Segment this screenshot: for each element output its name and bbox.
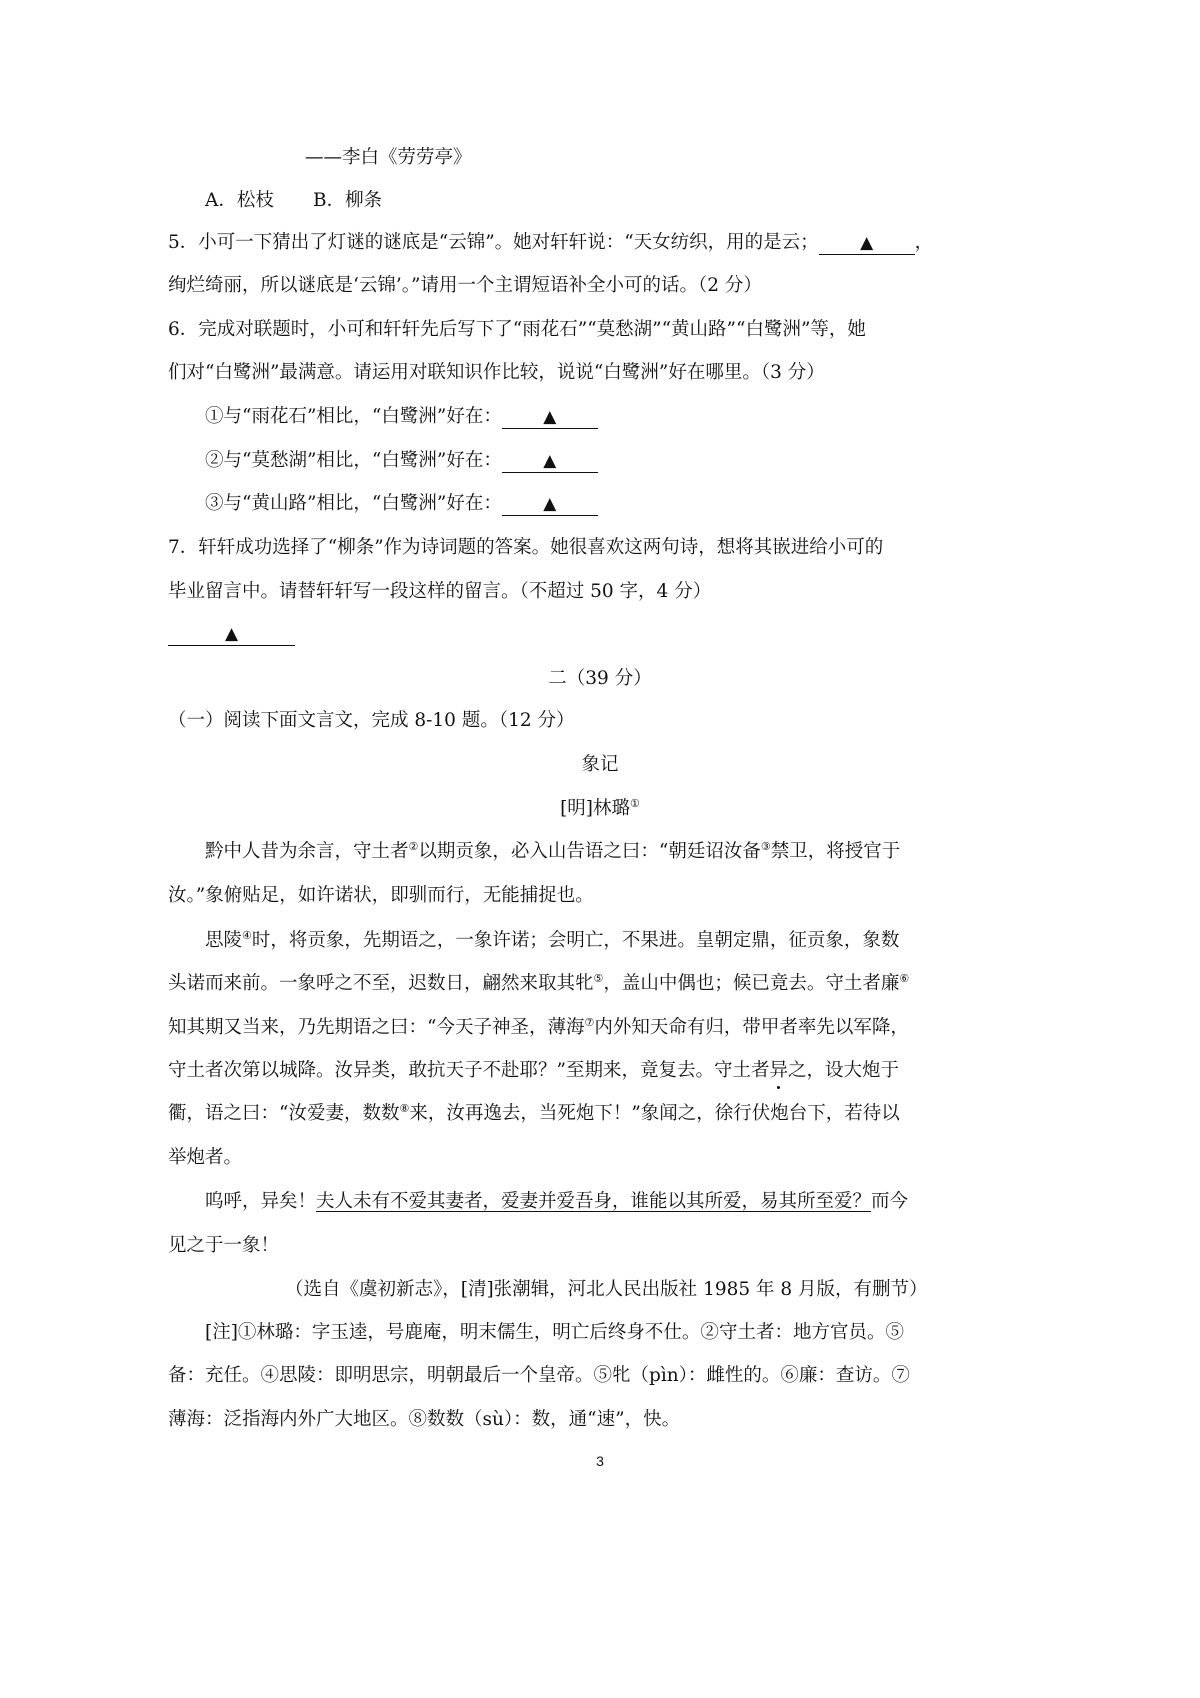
footnote-mark: ⑤ [593,972,604,985]
answer-mark: ▲ [543,407,557,427]
question-6-item-1: ①与“雨花石”相比，“白鹭洲”好在： ▲ [205,405,598,429]
passage-title: 象记 [581,754,619,775]
question-7-line-1: 7．轩轩成功选择了“柳条”作为诗词题的答案。她很喜欢这两句诗，想将其嵌进给小可的 [168,537,884,558]
passage-p2-line-2: 头诺而来前。一象呼之不至，迟数日，翩然来取其牝⑤，盖山中偶也；候已竟去。守土者廉⑥ [168,972,910,994]
question-6-line-1: 6．完成对联题时，小可和轩轩先后写下了“雨花石”“莫愁湖”“黄山路”“白鹭洲”等，她 [168,319,866,340]
question-7-line-2: 毕业留言中。请替轩轩写一段这样的留言。（不超过 50 字，4 分） [168,581,712,602]
underlined-sentence: 夫人未有不爱其妻者，爱妻并爱吾身，谁能以其所爱，易其所至爱？ [316,1191,872,1212]
section-2-heading: 二（39 分） [548,668,652,689]
part-1-instruction: （一）阅读下面文言文，完成 8-10 题。（12 分） [168,710,575,731]
footnote-mark: ④ [242,929,252,942]
answer-blank-q6-2[interactable] [502,450,598,473]
footnote-mark: ③ [760,840,771,853]
notes-line-2: 备：充任。④思陵：即明思宗，明朝最后一个皇帝。⑤牝（pìn）：雌性的。⑥廉：查访。⑦ [168,1365,910,1386]
passage-p2-line-5: 衢，语之曰：“汝爱妻，数数⑧来，汝再逸去，当死炮下！”象闻之，徐行伏炮台下，若待以 [168,1102,900,1124]
passage-source: （选自《虞初新志》，[清]张潮辑，河北人民出版社 1985 年 8 月版，有删节） [285,1279,928,1300]
emphasis-dot-char: 异 [769,1060,788,1081]
question-5-line-1: 5．小可一下猜出了灯谜的谜底是“云锦”。她对轩轩说：“天女纺织，用的是云； ▲ ， [168,232,934,253]
answer-blank-q7[interactable] [168,623,295,646]
passage-p3-line-1: 呜呼，异矣！夫人未有不爱其妻者，爱妻并爱吾身，谁能以其所爱，易其所至爱？而今 [205,1191,909,1212]
passage-p1-line-2: 汝。”象俯贴足，如许诺状，即驯而行，无能捕捉也。 [168,885,594,906]
footnote-mark: ② [408,840,419,853]
question-5-line-2: 绚烂绮丽，所以谜底是‘云锦’。”请用一个主谓短语补全小可的话。（2 分） [168,275,762,296]
passage-p2-line-4: 守土者次第以城降。汝异类，敢抗天子不赴耶？”至期来，竟复去。守土者异之，设大炮于 [168,1060,899,1081]
page-number: 3 [596,1453,604,1469]
footnote-mark: ⑦ [584,1016,595,1029]
answer-mark: ▲ [860,233,874,253]
question-7-answer [168,622,295,646]
answer-mark: ▲ [224,624,239,644]
notes-line-3: 薄海：泛指海内外广大地区。⑧数数（sù）：数，通“速”，快。 [168,1409,681,1430]
question-6-item-3: ③与“黄山路”相比，“白鹭洲”好在： ▲ [205,492,598,516]
passage-p3-line-2: 见之于一象！ [168,1235,280,1256]
poem-attribution: ——李白《劳劳亭》 [305,147,472,168]
notes-line-1: [注]①林璐：字玉逵，号鹿庵，明末儒生，明亡后终身不仕。②守土者：地方官员。⑤ [205,1322,904,1343]
question-6-line-2: 们对“白鹭洲”最满意。请运用对联知识作比较，说说“白鹭洲”好在哪里。（3 分） [168,362,825,383]
option-a: A．松枝 [205,190,274,211]
passage-author: [明]林璐① [560,797,640,819]
answer-blank-q5[interactable] [819,232,915,255]
answer-mark: ▲ [543,451,557,471]
passage-p2-line-6: 举炮者。 [168,1147,243,1168]
passage-p1-line-1: 黔中人昔为余言，守土者②以期贡象，必入山告语之曰：“朝廷诏汝备③禁卫，将授官于 [205,840,901,862]
option-b: B．柳条 [313,190,383,211]
footnote-mark: ⑥ [899,972,910,985]
answer-blank-q6-1[interactable] [502,406,598,429]
passage-p2-line-1: 思陵④时，将贡象，先期语之，一象许诺；会明亡，不果进。皇朝定鼎，征贡象，象数 [205,929,900,951]
question-6-item-2: ②与“莫愁湖”相比，“白鹭洲”好在： ▲ [205,449,598,473]
footnote-mark: ⑧ [399,1102,410,1115]
answer-blank-q6-3[interactable] [502,493,598,516]
answer-mark: ▲ [543,494,557,514]
footnote-mark: ① [630,797,640,810]
passage-p2-line-3: 知其期又当来，乃先期语之曰：“今天子神圣，薄海⑦内外知天命有归，带甲者率先以军降， [168,1016,909,1038]
